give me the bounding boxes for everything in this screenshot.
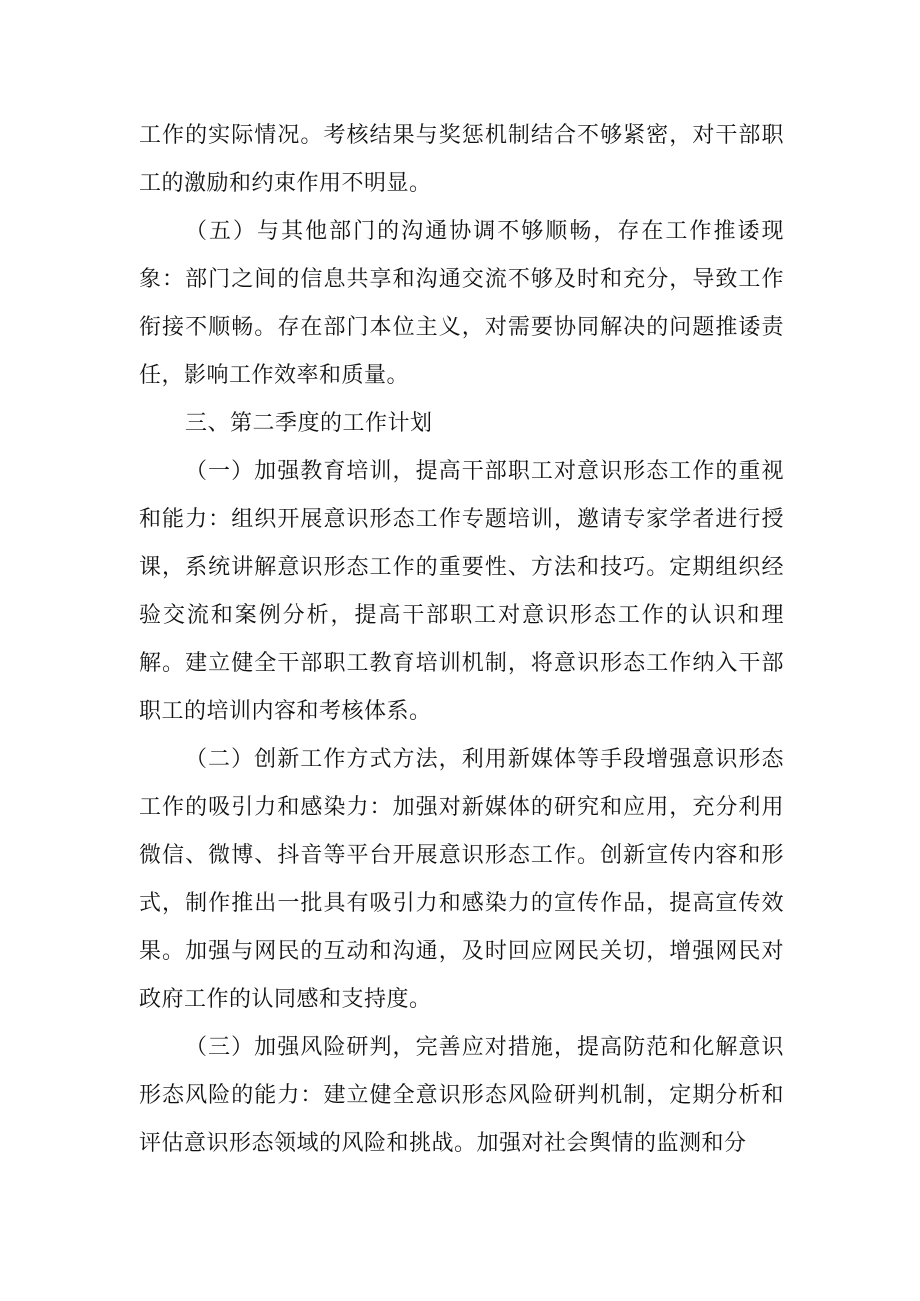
document-body <box>139 112 784 1168</box>
plan-paragraph-one: （一）加强教育培训，提高干部职工对意识形态工作的重视和能力：组织开展意识形态工作专题培训，邀请专家学者进行授课，系统讲解意识形态工作的重要性、方法和技巧。定期组织经验交流和案例分析，提高干部职工对意识形态工作的认识和理解。建立健全干部职工教育培训机制，将意识形态工作纳入干部职工的培训内容和考核体系。 <box>139 459 784 724</box>
plan-paragraph-two: （二）创新工作方式方法，利用新媒体等手段增强意识形态工作的吸引力和感染力：加强对新媒体的研究和应用，充分利用微信、微博、抖音等平台开展意识形态工作。创新宣传内容和形式，制作推出一批具有吸引力和感染力的宣传作品，提高宣传效果。加强与网民的互动和沟通，及时回应网民关切，增强网民对政府工作的认同感和支持度。 <box>139 747 784 1012</box>
paragraph-continuation: 工作的实际情况。考核结果与奖惩机制结合不够紧密，对干部职工的激励和约束作用不明显。 <box>139 123 784 196</box>
paragraph-section-five: （五）与其他部门的沟通协调不够顺畅，存在工作推诿现象：部门之间的信息共享和沟通交流不够及时和充分，导致工作衔接不顺畅。存在部门本位主义，对需要协同解决的问题推诿责任，影响工作效率和质量。 <box>139 219 784 388</box>
plan-paragraph-three: （三）加强风险研判，完善应对措施，提高防范和化解意识形态风险的能力：建立健全意识形态风险研判机制，定期分析和评估意识形态领域的风险和挑战。加强对社会舆情的监测和分 <box>139 1035 784 1156</box>
section-heading-q2-plan: 三、第二季度的工作计划 <box>185 411 433 436</box>
